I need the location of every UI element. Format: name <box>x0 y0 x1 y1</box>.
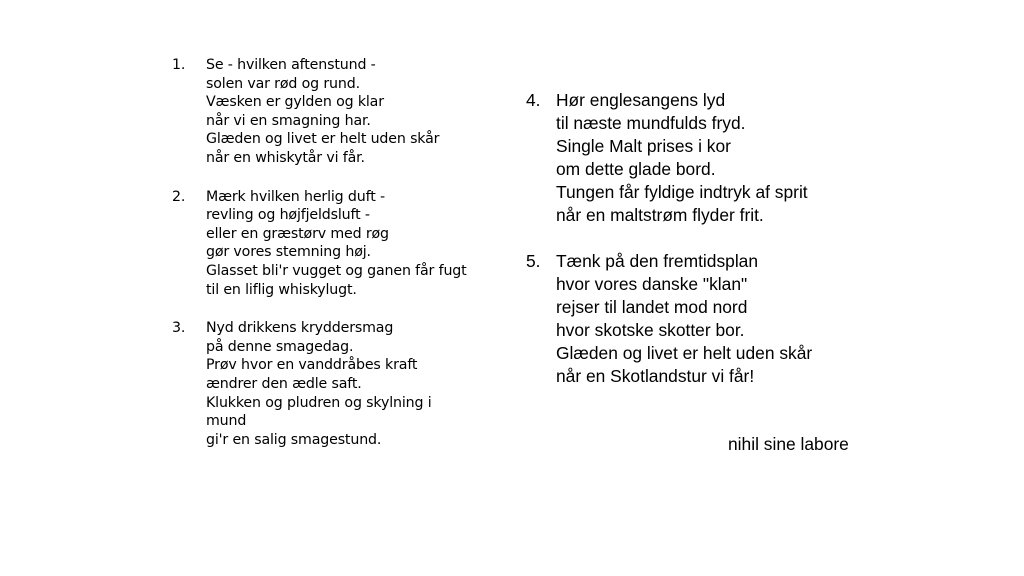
verse-number: 2. <box>172 188 186 205</box>
verse-2 <box>172 188 502 300</box>
verse-line: Klukken og pludren og skylning i <box>206 394 432 411</box>
verse-line: Tænk på den fremtidsplan <box>556 251 759 271</box>
verse-line: hvor skotske skotter bor. <box>556 320 745 340</box>
verse-line: Se - hvilken aftenstund - <box>206 57 376 73</box>
verse-line: solen var rød og rund. <box>206 75 360 92</box>
verse-4 <box>526 89 866 227</box>
verse-number: 4. <box>526 90 541 110</box>
verse-line: Tungen får fyldige indtryk af sprit <box>556 182 808 202</box>
verse-line: Glasset bli'r vugget og ganen får fugt <box>206 262 467 279</box>
verse-number: 3. <box>172 320 186 337</box>
verse-line: på denne smagedag. <box>206 338 354 355</box>
verse-line: eller en græstørv med røg <box>206 225 389 242</box>
verse-line: revling og højfjeldsluft - <box>206 207 370 224</box>
verse-line: gør vores stemning høj. <box>206 244 371 261</box>
verse-5 <box>526 250 866 388</box>
verse-line: ændrer den ædle saft. <box>206 375 362 392</box>
verse-line: til en liflig whiskylugt. <box>206 281 357 298</box>
verse-line: rejser til landet mod nord <box>556 297 748 317</box>
verse-line: til næste mundfulds fryd. <box>556 113 746 133</box>
verse-line: når en Skotlandstur vi får! <box>556 366 755 386</box>
verse-number: 1. <box>172 57 186 73</box>
motto: nihil sine labore <box>728 434 849 454</box>
verse-line: mund <box>206 413 247 430</box>
verse-line: Prøv hvor en vanddråbes kraft <box>206 357 418 374</box>
verse-line: Mærk hvilken herlig duft - <box>206 188 385 205</box>
verse-line: gi'r en salig smagestund. <box>206 431 382 448</box>
left-column <box>172 56 502 449</box>
verse-3 <box>172 319 502 449</box>
verse-line: Væsken er gylden og klar <box>206 94 384 111</box>
verse-line: når vi en smagning har. <box>206 112 371 129</box>
verse-line: Nyd drikkens kryddersmag <box>206 320 394 337</box>
verse-line: når en maltstrøm flyder frit. <box>556 205 764 225</box>
verse-line: om dette glade bord. <box>556 159 716 179</box>
verse-line: Single Malt prises i kor <box>556 136 731 156</box>
verse-line: når en whiskytår vi får. <box>206 149 365 166</box>
verse-line: Hør englesangens lyd <box>556 90 726 110</box>
verse-line: hvor vores danske "klan" <box>556 274 748 294</box>
right-column <box>526 89 866 388</box>
verse-line: Glæden og livet er helt uden skår <box>556 343 813 363</box>
verse-1 <box>172 56 502 168</box>
verse-number: 5. <box>526 251 541 271</box>
verse-line: Glæden og livet er helt uden skår <box>206 131 440 148</box>
